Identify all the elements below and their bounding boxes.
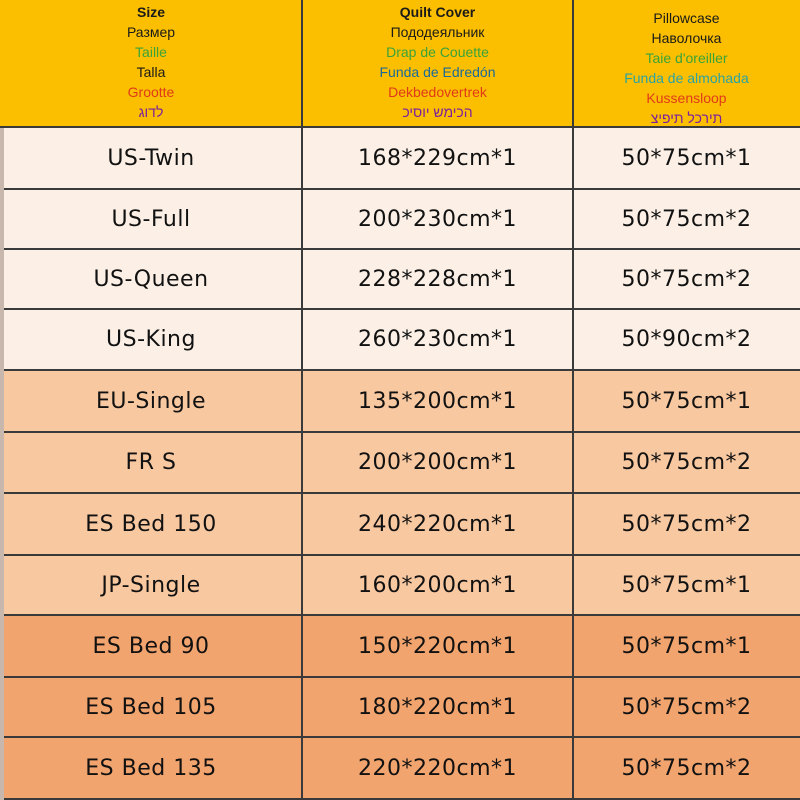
header-size-line: Size	[136, 4, 165, 20]
table-row	[0, 250, 800, 310]
header-quilt-cover-line: Quilt Cover	[399, 4, 476, 20]
header-quilt-cover-line: Пододеяльник	[390, 24, 485, 40]
header-size-line: Размер	[126, 24, 176, 40]
size-cell: ES Bed 135	[85, 755, 217, 781]
size-cell: US-Twin	[107, 145, 195, 171]
header-pillowcase-line: Наволочка	[651, 30, 722, 46]
header-quilt-cover-line: Drap de Couette	[386, 44, 489, 60]
quilt-cover-cell: 150*220cm*1	[357, 633, 517, 659]
pillowcase-cell: 50*75cm*1	[621, 633, 752, 659]
table-row	[0, 433, 800, 494]
table-row	[0, 616, 800, 678]
quilt-cover-cell: 160*200cm*1	[357, 572, 517, 598]
table-row	[0, 371, 800, 433]
header-size-line: Talla	[136, 64, 166, 80]
quilt-cover-cell: 200*230cm*1	[357, 206, 517, 232]
quilt-cover-cell: 168*229cm*1	[357, 145, 517, 171]
header-size	[0, 0, 302, 126]
size-cell: FR S	[125, 450, 177, 475]
size-cell: US-Full	[111, 206, 191, 232]
quilt-cover-cell: 135*200cm*1	[357, 388, 517, 414]
header-size-line: לדוג	[138, 104, 164, 120]
pillowcase-cell: 50*75cm*2	[621, 755, 752, 781]
header-pillowcase-line: Pillowcase	[653, 10, 720, 26]
table-row	[0, 556, 800, 616]
header-pillowcase-line: Kussensloop	[646, 90, 727, 106]
pillowcase-cell: 50*90cm*2	[621, 327, 752, 352]
header-pillowcase	[573, 0, 800, 126]
size-cell: JP-Single	[101, 572, 201, 598]
header-pillowcase-line: תירכל תיפיצ	[650, 110, 723, 126]
header-quilt-cover-line: Dekbedovertrek	[388, 84, 487, 100]
size-cell: US-Queen	[93, 266, 209, 292]
left-edge-divider	[0, 128, 4, 800]
quilt-cover-cell: 260*230cm*1	[357, 327, 517, 352]
table-header	[0, 0, 800, 128]
column-divider-2	[572, 0, 574, 800]
table-row	[0, 738, 800, 800]
size-cell: ES Bed 90	[92, 633, 210, 659]
table-row	[0, 310, 800, 371]
size-cell: ES Bed 105	[85, 694, 217, 720]
quilt-cover-cell: 180*220cm*1	[357, 694, 517, 720]
pillowcase-cell: 50*75cm*2	[621, 206, 752, 232]
pillowcase-cell: 50*75cm*1	[621, 572, 752, 598]
pillowcase-cell: 50*75cm*2	[621, 694, 752, 720]
header-quilt-cover	[302, 0, 573, 126]
quilt-cover-cell: 240*220cm*1	[357, 511, 517, 537]
quilt-cover-cell: 220*220cm*1	[357, 755, 517, 781]
pillowcase-cell: 50*75cm*2	[621, 450, 752, 475]
header-quilt-cover-line: Funda de Edredón	[379, 64, 496, 80]
header-size-line: Taille	[135, 44, 167, 60]
pillowcase-cell: 50*75cm*2	[621, 266, 752, 292]
table-body	[0, 128, 800, 800]
header-pillowcase-line: Taie d'oreiller	[645, 50, 728, 66]
size-cell: ES Bed 150	[85, 511, 217, 537]
table-row	[0, 128, 800, 190]
table-row	[0, 190, 800, 250]
pillowcase-cell: 50*75cm*1	[621, 388, 752, 414]
column-divider-1	[301, 0, 303, 800]
header-pillowcase-line: Funda de almohada	[624, 70, 749, 86]
pillowcase-cell: 50*75cm*2	[621, 511, 752, 537]
header-quilt-cover-line: הכימש יוסיכ	[402, 104, 473, 120]
table-row	[0, 494, 800, 556]
size-cell: EU-Single	[95, 388, 207, 414]
table-row	[0, 678, 800, 738]
header-size-line: Grootte	[127, 84, 175, 100]
quilt-cover-cell: 200*200cm*1	[357, 450, 517, 475]
quilt-cover-cell: 228*228cm*1	[357, 266, 517, 292]
pillowcase-cell: 50*75cm*1	[621, 145, 752, 171]
size-cell: US-King	[106, 327, 196, 352]
